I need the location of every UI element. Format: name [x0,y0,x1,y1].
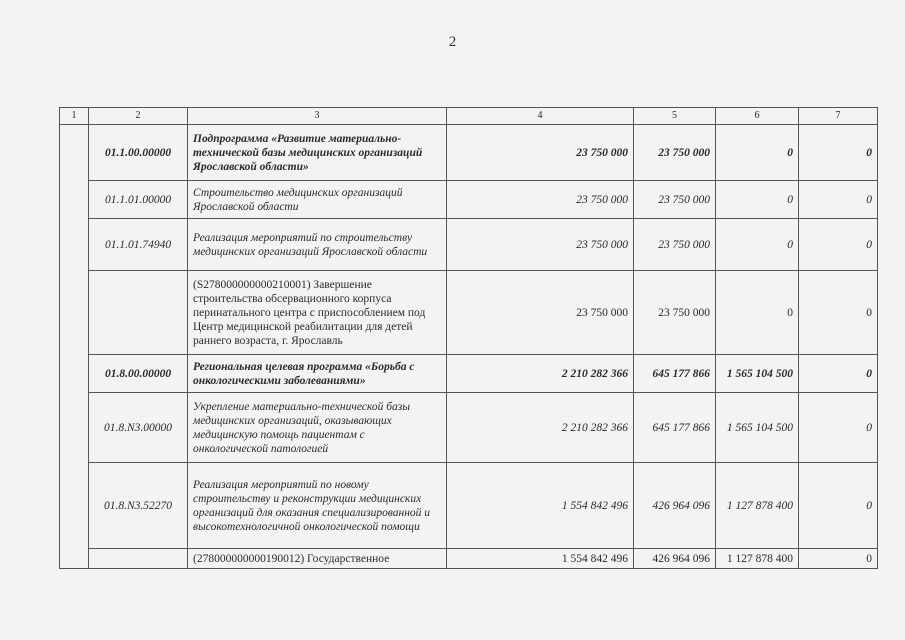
value-cell: 1 554 842 496 [447,549,634,569]
value-cell: 23 750 000 [634,181,716,219]
table-row [60,271,878,355]
value-cell: 23 750 000 [634,125,716,181]
code-cell: 01.8.N3.00000 [89,393,188,463]
name-cell: Подпрограмма «Развитие материально-технической базы медицинских организаций Ярославской области» [188,125,447,181]
value-cell: 23 750 000 [447,271,634,355]
value-cell: 0 [799,463,878,549]
table-row [60,181,878,219]
code-cell: 01.1.00.00000 [89,125,188,181]
table-row [60,219,878,271]
value-cell: 0 [716,181,799,219]
value-cell: 0 [799,355,878,393]
value-cell: 23 750 000 [447,219,634,271]
name-cell: Реализация мероприятий по строительству медицинских организаций Ярославской области [188,219,447,271]
value-cell: 645 177 866 [634,393,716,463]
value-cell: 1 554 842 496 [447,463,634,549]
table-row [60,355,878,393]
header-cell: 2 [89,108,188,125]
value-cell: 23 750 000 [634,219,716,271]
value-cell: 645 177 866 [634,355,716,393]
header-cell: 7 [799,108,878,125]
name-cell: Укрепление материально-технической базы медицинских организаций, оказывающих медицинскую помощь пациентам с онкологической патологией [188,393,447,463]
value-cell: 0 [716,125,799,181]
code-cell [89,271,188,355]
header-cell: 3 [188,108,447,125]
column-1-cell [60,125,89,569]
value-cell: 0 [716,219,799,271]
name-cell: (278000000000190012) Государственное [188,549,447,569]
table-row [60,463,878,549]
value-cell: 426 964 096 [634,549,716,569]
value-cell: 0 [799,181,878,219]
header-cell: 4 [447,108,634,125]
code-cell [89,549,188,569]
table-row [60,393,878,463]
value-cell: 0 [716,271,799,355]
value-cell: 23 750 000 [447,181,634,219]
code-cell: 01.1.01.74940 [89,219,188,271]
value-cell: 2 210 282 366 [447,355,634,393]
name-cell: Реализация мероприятий по новому строительству и реконструкции медицинских организаций для оказания специализированной и высокотехнологичной онкологической помощи [188,463,447,549]
value-cell: 23 750 000 [447,125,634,181]
table-row [60,125,878,181]
value-cell: 1 127 878 400 [716,463,799,549]
value-cell: 0 [799,271,878,355]
value-cell: 2 210 282 366 [447,393,634,463]
value-cell: 0 [799,393,878,463]
budget-table [59,107,878,569]
name-cell: Строительство медицинских организаций Ярославской области [188,181,447,219]
value-cell: 0 [799,219,878,271]
table-row [60,549,878,569]
value-cell: 1 565 104 500 [716,355,799,393]
value-cell: 426 964 096 [634,463,716,549]
header-cell: 1 [60,108,89,125]
name-cell: (S278000000000210001) Завершение строительства обсервационного корпуса перинатального центра с приспособлением под Центр медицинской реабилитации для детей раннего возраста, г. Ярославль [188,271,447,355]
name-cell: Региональная целевая программа «Борьба с онкологическими заболеваниями» [188,355,447,393]
value-cell: 23 750 000 [634,271,716,355]
table-header-row [60,108,878,125]
header-cell: 5 [634,108,716,125]
page-number: 2 [448,34,457,50]
value-cell: 0 [799,125,878,181]
value-cell: 1 127 878 400 [716,549,799,569]
code-cell: 01.8.00.00000 [89,355,188,393]
code-cell: 01.1.01.00000 [89,181,188,219]
header-cell: 6 [716,108,799,125]
value-cell: 1 565 104 500 [716,393,799,463]
code-cell: 01.8.N3.52270 [89,463,188,549]
value-cell: 0 [799,549,878,569]
